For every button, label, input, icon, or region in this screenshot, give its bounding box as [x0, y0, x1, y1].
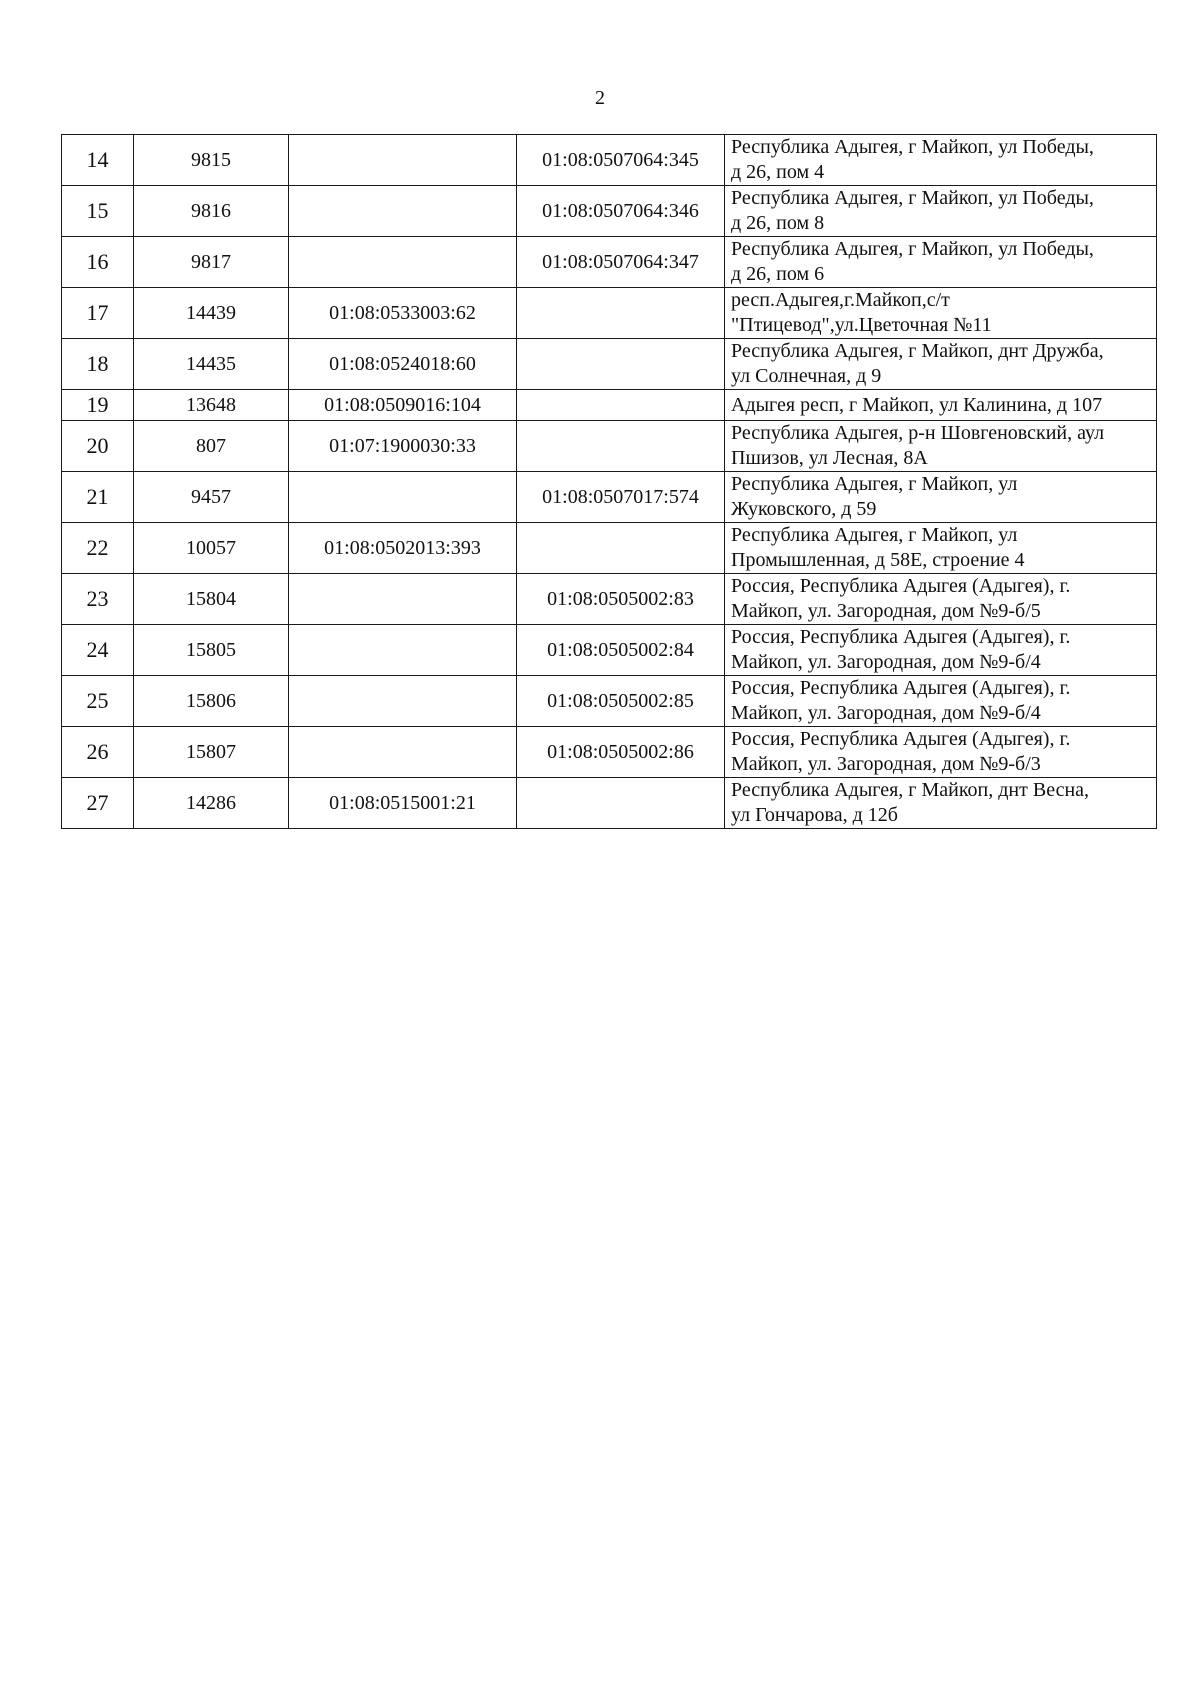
cadastral-building-cell: 01:08:0505002:86 — [517, 727, 725, 778]
cadastral-land-cell: 01:08:0533003:62 — [289, 288, 517, 339]
registry-id-cell: 15806 — [134, 676, 289, 727]
address-cell — [725, 339, 1157, 390]
registry-id-cell: 14286 — [134, 778, 289, 829]
cadastral-building-cell — [517, 778, 725, 829]
table-row — [62, 339, 1157, 390]
row-number-cell: 21 — [62, 472, 134, 523]
registry-id-cell: 13648 — [134, 390, 289, 421]
address-line: Россия, Республика Адыгея (Адыгея), г. — [731, 626, 1071, 648]
registry-id-cell: 15807 — [134, 727, 289, 778]
cadastral-land-cell: 01:08:0515001:21 — [289, 778, 517, 829]
registry-id-cell: 9817 — [134, 237, 289, 288]
address-line: Республика Адыгея, г Майкоп, ул Победы, — [731, 187, 1094, 209]
address-cell — [725, 574, 1157, 625]
row-number-cell: 24 — [62, 625, 134, 676]
table-row — [62, 523, 1157, 574]
address-line: Россия, Республика Адыгея (Адыгея), г. — [731, 575, 1071, 597]
address-line: Адыгея респ, г Майкоп, ул Калинина, д 107 — [731, 393, 1103, 416]
address-line: д 26, пом 6 — [731, 263, 825, 285]
cadastral-land-cell — [289, 676, 517, 727]
address-cell — [725, 237, 1157, 288]
address-cell — [725, 390, 1157, 421]
table-row — [62, 625, 1157, 676]
cadastral-land-cell — [289, 237, 517, 288]
address-cell — [725, 625, 1157, 676]
cadastral-building-cell: 01:08:0505002:85 — [517, 676, 725, 727]
row-number-cell: 23 — [62, 574, 134, 625]
address-cell — [725, 727, 1157, 778]
property-table — [61, 134, 1157, 829]
table-row — [62, 778, 1157, 829]
address-cell — [725, 523, 1157, 574]
cadastral-land-cell — [289, 472, 517, 523]
address-line: Республика Адыгея, г Майкоп, ул — [731, 524, 1018, 546]
registry-id-cell: 807 — [134, 421, 289, 472]
cadastral-building-cell: 01:08:0505002:83 — [517, 574, 725, 625]
cadastral-building-cell: 01:08:0507064:345 — [517, 135, 725, 186]
row-number-cell: 27 — [62, 778, 134, 829]
cadastral-land-cell: 01:08:0524018:60 — [289, 339, 517, 390]
table-row — [62, 472, 1157, 523]
cadastral-land-cell: 01:08:0509016:104 — [289, 390, 517, 421]
cadastral-land-cell — [289, 186, 517, 237]
cadastral-land-cell: 01:08:0502013:393 — [289, 523, 517, 574]
registry-id-cell: 9457 — [134, 472, 289, 523]
page-number: 2 — [595, 87, 605, 109]
address-line: Республика Адыгея, г Майкоп, днт Дружба, — [731, 340, 1104, 362]
address-line: Майкоп, ул. Загородная, дом №9-б/3 — [731, 753, 1041, 775]
address-line: д 26, пом 8 — [731, 212, 825, 234]
address-line: Пшизов, ул Лесная, 8А — [731, 447, 928, 469]
address-cell — [725, 288, 1157, 339]
address-line: ул Гончарова, д 12б — [731, 804, 898, 826]
cadastral-building-cell — [517, 390, 725, 421]
table-body — [62, 135, 1157, 829]
address-line: Майкоп, ул. Загородная, дом №9-б/5 — [731, 600, 1041, 622]
address-line: Россия, Республика Адыгея (Адыгея), г. — [731, 677, 1071, 699]
row-number-cell: 26 — [62, 727, 134, 778]
address-line: Республика Адыгея, г Майкоп, ул Победы, — [731, 238, 1094, 260]
registry-id-cell: 15804 — [134, 574, 289, 625]
row-number-cell: 25 — [62, 676, 134, 727]
cadastral-building-cell: 01:08:0507064:347 — [517, 237, 725, 288]
address-cell — [725, 676, 1157, 727]
row-number-cell: 14 — [62, 135, 134, 186]
table-row — [62, 390, 1157, 421]
registry-id-cell: 15805 — [134, 625, 289, 676]
address-cell — [725, 135, 1157, 186]
row-number-cell: 16 — [62, 237, 134, 288]
cadastral-land-cell — [289, 574, 517, 625]
address-line: Республика Адыгея, г Майкоп, днт Весна, — [731, 779, 1090, 801]
address-cell — [725, 421, 1157, 472]
row-number-cell: 20 — [62, 421, 134, 472]
cadastral-land-cell: 01:07:1900030:33 — [289, 421, 517, 472]
registry-id-cell: 14435 — [134, 339, 289, 390]
registry-id-cell: 9815 — [134, 135, 289, 186]
row-number-cell: 22 — [62, 523, 134, 574]
cadastral-building-cell: 01:08:0505002:84 — [517, 625, 725, 676]
row-number-cell: 15 — [62, 186, 134, 237]
table-row — [62, 727, 1157, 778]
registry-id-cell: 9816 — [134, 186, 289, 237]
address-line: "Птицевод",ул.Цветочная №11 — [731, 314, 992, 336]
table-row — [62, 574, 1157, 625]
address-line: Россия, Республика Адыгея (Адыгея), г. — [731, 728, 1071, 750]
cadastral-building-cell — [517, 523, 725, 574]
cadastral-land-cell — [289, 727, 517, 778]
address-line: ул Солнечная, д 9 — [731, 365, 882, 387]
address-line: Республика Адыгея, г Майкоп, ул — [731, 473, 1018, 495]
cadastral-building-cell — [517, 339, 725, 390]
row-number-cell: 17 — [62, 288, 134, 339]
address-line: Республика Адыгея, р-н Шовгеновский, аул — [731, 422, 1105, 444]
cadastral-building-cell: 01:08:0507064:346 — [517, 186, 725, 237]
address-line: Промышленная, д 58Е, строение 4 — [731, 549, 1025, 571]
cadastral-building-cell — [517, 421, 725, 472]
address-line: респ.Адыгея,г.Майкоп,с/т — [731, 289, 950, 311]
address-cell — [725, 778, 1157, 829]
cadastral-land-cell — [289, 135, 517, 186]
address-line: Жуковского, д 59 — [731, 498, 877, 520]
table-row — [62, 288, 1157, 339]
table-row — [62, 237, 1157, 288]
address-line: д 26, пом 4 — [731, 161, 825, 183]
address-cell — [725, 472, 1157, 523]
address-cell — [725, 186, 1157, 237]
row-number-cell: 19 — [62, 390, 134, 421]
registry-id-cell: 14439 — [134, 288, 289, 339]
table-row — [62, 135, 1157, 186]
address-line: Республика Адыгея, г Майкоп, ул Победы, — [731, 136, 1094, 158]
cadastral-building-cell — [517, 288, 725, 339]
row-number-cell: 18 — [62, 339, 134, 390]
table-row — [62, 421, 1157, 472]
registry-id-cell: 10057 — [134, 523, 289, 574]
cadastral-building-cell: 01:08:0507017:574 — [517, 472, 725, 523]
address-line: Майкоп, ул. Загородная, дом №9-б/4 — [731, 651, 1041, 673]
address-line: Майкоп, ул. Загородная, дом №9-б/4 — [731, 702, 1041, 724]
table-row — [62, 676, 1157, 727]
cadastral-land-cell — [289, 625, 517, 676]
table-row — [62, 186, 1157, 237]
